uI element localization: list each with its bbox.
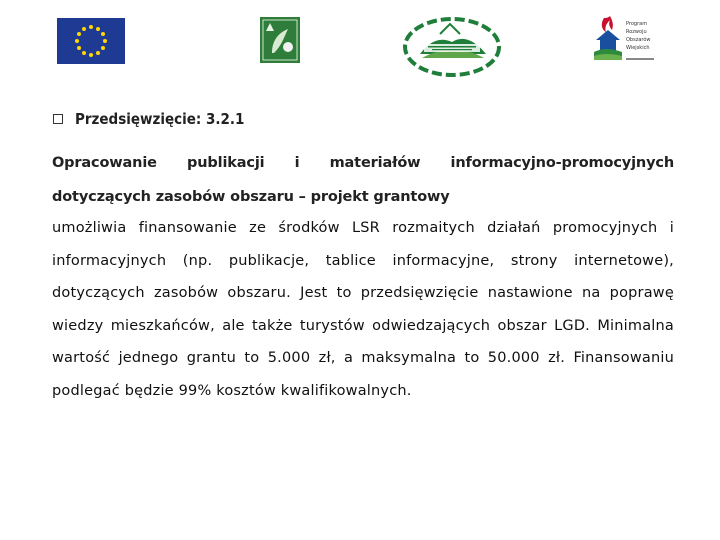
prow-text-3: Obszarów [626, 37, 651, 43]
bullet-square-icon [53, 114, 63, 124]
leader-logo [260, 17, 300, 63]
project-subtitle: Opracowanie publikacji i materiałów informacyjno-promocyjnych dotyczących zasobów obszaru – projekt grantowy [52, 155, 674, 205]
project-description: umożliwia finansowanie ze środków LSR rozmaitych działań promocyjnych i informacyjnych (np. publikacje, tablice informacyjne, strony internetowe), dotyczących zasobów obszaru. Jest to przedsięwzięcie nastawione na poprawę wiedzy mieszkańców, ale także turystów odwiedzających obszar LGD. Minimalna wartość jednego grantu to 5.000 zł, a maksymalna to 50.000 zł. Finansowaniu podlegać będzie 99% kosztów kwalifikowalnych. [52, 220, 674, 399]
prow-text-1: Program [626, 21, 648, 27]
lgd-logo [400, 14, 505, 80]
prow-logo [588, 12, 656, 70]
prow-text-4: Wiejskich [626, 45, 650, 51]
heading-row [53, 110, 244, 128]
eu-flag-logo [57, 18, 125, 64]
logo-bar [0, 0, 720, 90]
prow-text-2: Rozwoju [626, 29, 647, 35]
project-heading: Przedsięwzięcie: 3.2.1 [75, 110, 245, 128]
